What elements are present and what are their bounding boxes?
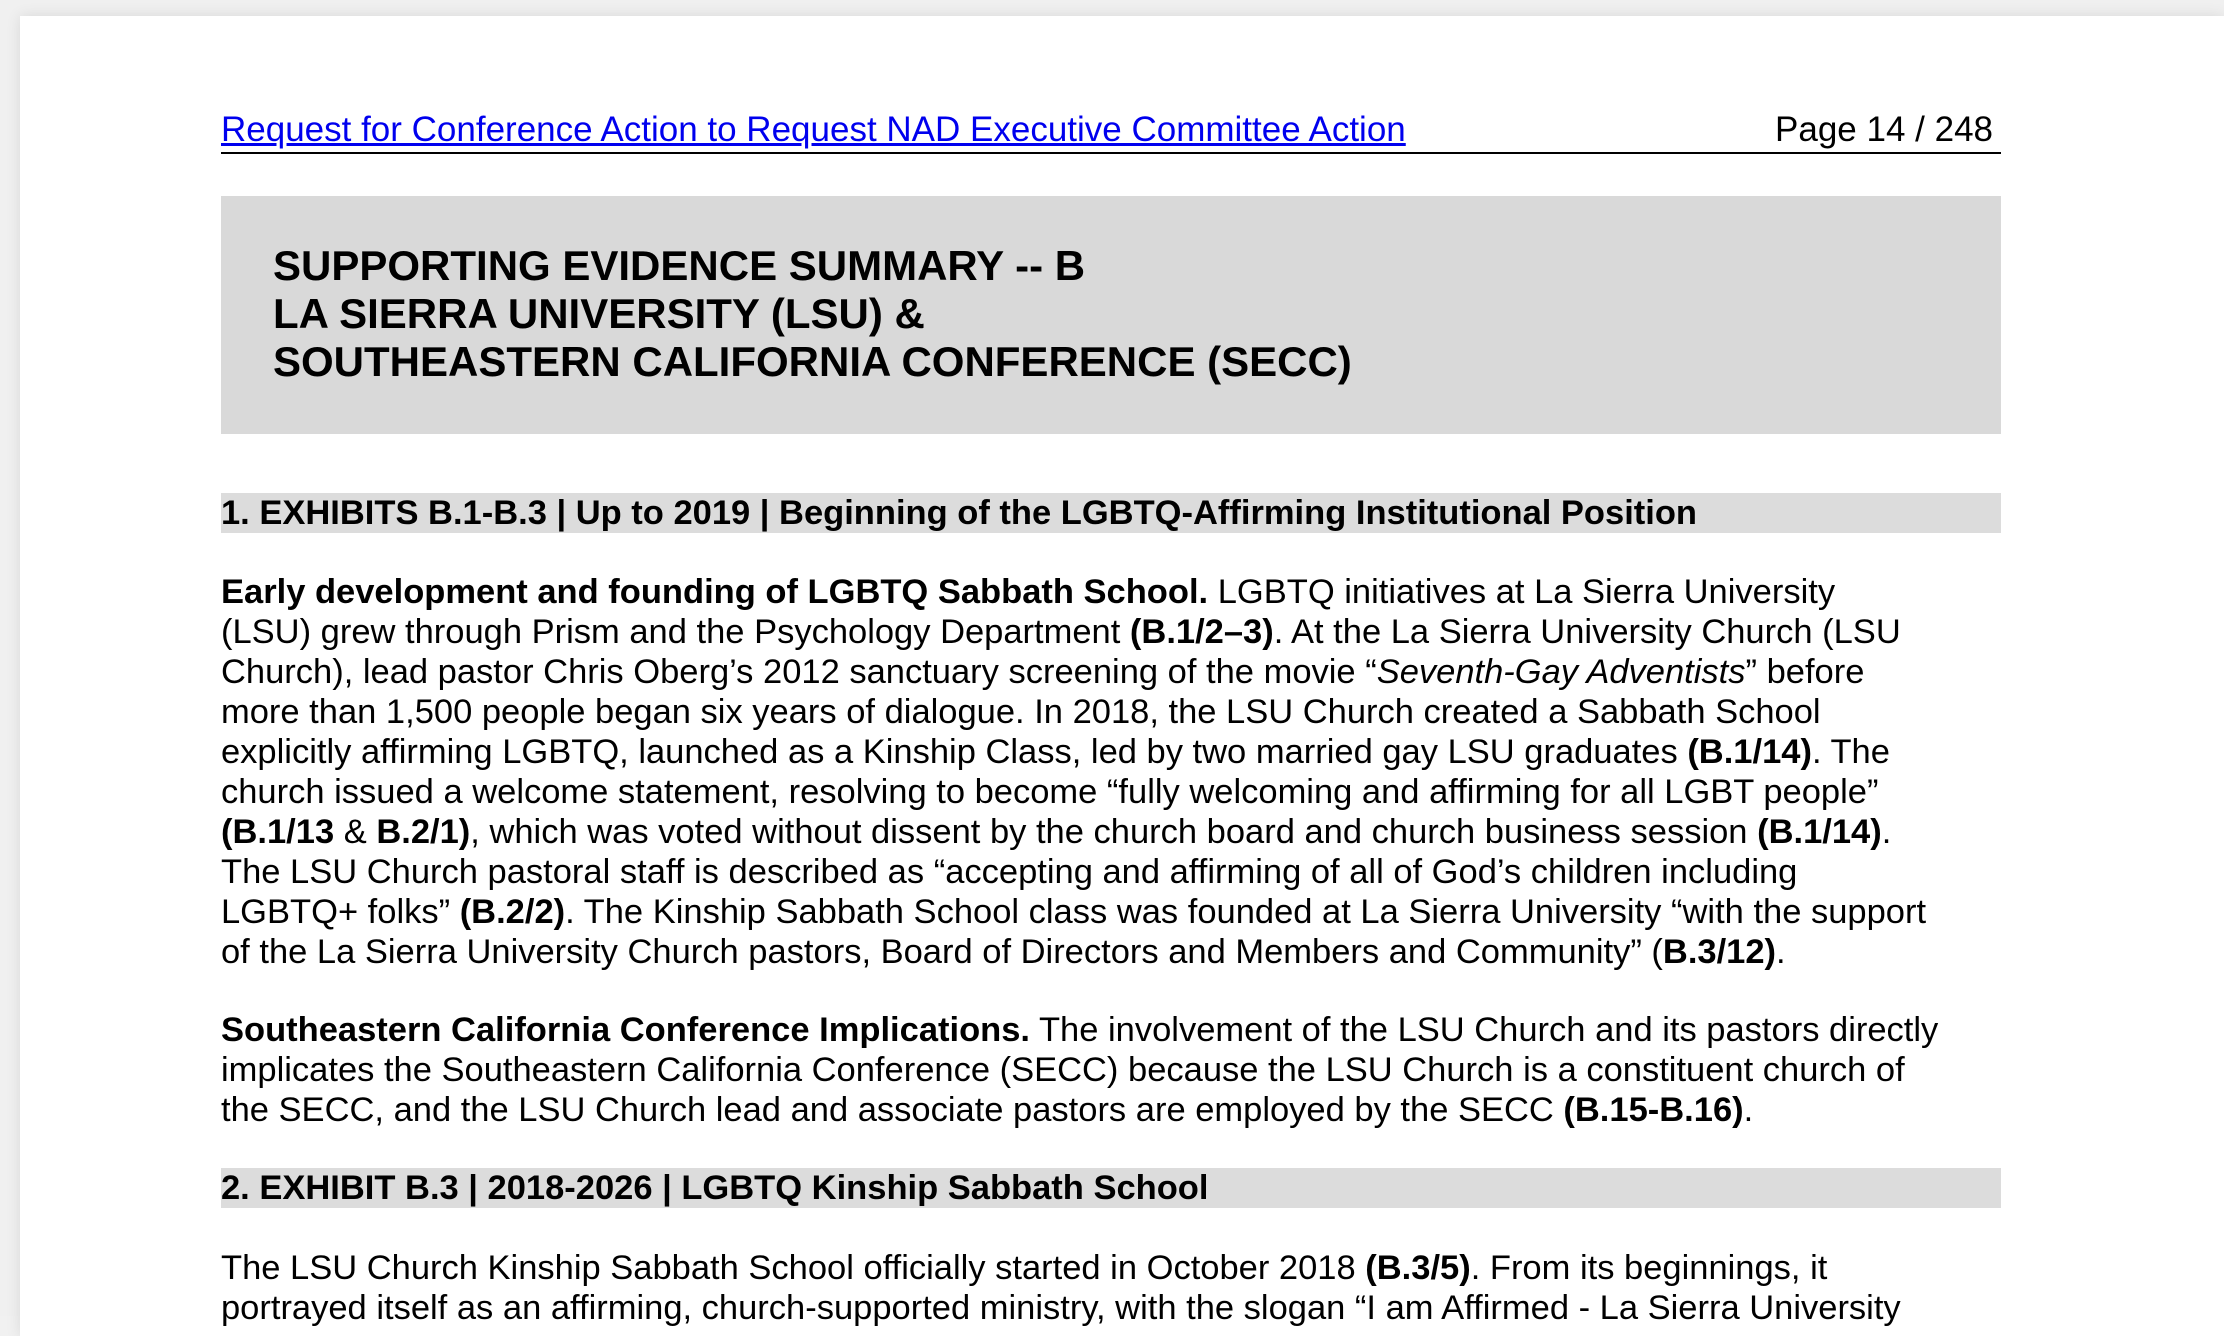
text-run: Church), lead pastor Chris Oberg’s 2012 sanctuary screening of the movie “ — [221, 653, 1377, 691]
exhibit-reference: (B.1/14) — [1757, 813, 1882, 851]
summary-title-box — [221, 196, 2001, 434]
exhibit-reference: B.3/12) — [1662, 933, 1777, 971]
text-run: . — [1881, 813, 1892, 851]
text-line — [221, 892, 2011, 932]
exhibit-reference: (B.1/13 — [221, 813, 335, 851]
page-indicator: Page 14 / 248 — [1775, 110, 1993, 149]
text-run: LGBTQ initiatives at La Sierra University — [1208, 573, 1836, 611]
exhibit-reference: (B.3/5) — [1365, 1249, 1471, 1287]
text-run: . The Kinship Sabbath School class was founded at La Sierra University “with the support — [565, 893, 1927, 931]
text-line: church issued a welcome statement, resolving to become “fully welcoming and affirming for all LGBT people” — [221, 773, 1879, 811]
text-line — [221, 1010, 2011, 1050]
text-run: & — [334, 813, 377, 851]
text-run: . The — [1811, 733, 1890, 771]
text-line — [221, 732, 2011, 772]
exhibit-reference: (B.1/14) — [1687, 733, 1812, 771]
text-line — [221, 652, 2011, 692]
text-line: portrayed itself as an affirming, church-supported ministry, with the slogan “I am Affirmed - La Sierra University — [221, 1289, 1901, 1327]
text-run: . — [1776, 933, 1786, 971]
document-page — [20, 16, 2224, 1336]
run-in-heading: Southeastern California Conference Implications. — [221, 1011, 1030, 1049]
text-run: , which was voted without dissent by the church board and church business session — [470, 813, 1758, 851]
title-line-3: SOUTHEASTERN CALIFORNIA CONFERENCE (SECC) — [273, 338, 1352, 385]
header-document-link[interactable]: Request for Conference Action to Request NAD Executive Committee Action — [221, 110, 1406, 149]
running-header — [221, 96, 2001, 154]
exhibit-reference: (B.1/2–3) — [1129, 613, 1274, 651]
text-run: . — [1743, 1091, 1754, 1129]
text-line — [221, 1248, 2011, 1288]
exhibit-reference: B.2/1) — [376, 813, 471, 851]
text-run: the SECC, and the LSU Church lead and associate pastors are employed by the SECC — [221, 1091, 1564, 1129]
run-in-heading: Early development and founding of LGBTQ Sabbath School. — [221, 573, 1209, 611]
text-run: . From its beginnings, it — [1470, 1249, 1828, 1287]
text-line: more than 1,500 people began six years of dialogue. In 2018, the LSU Church created a Sabbath School — [221, 693, 1821, 731]
text-line — [221, 572, 2011, 612]
text-line — [221, 812, 2011, 852]
text-line — [221, 612, 2011, 652]
text-run: The LSU Church Kinship Sabbath School officially started in October 2018 — [221, 1249, 1366, 1287]
text-run: explicitly affirming LGBTQ, launched as a Kinship Class, led by two married gay LSU graduates — [221, 733, 1688, 771]
exhibit-reference: (B.2/2) — [459, 893, 566, 931]
text-run: . At the La Sierra University Church (LSU — [1273, 613, 1901, 651]
title-line-2: LA SIERRA UNIVERSITY (LSU) & — [273, 290, 925, 337]
text-run: LGBTQ+ folks” — [221, 893, 460, 931]
section-2-paragraph-1 — [221, 1248, 2011, 1328]
text-run: ” before — [1745, 653, 1865, 691]
title-line-1: SUPPORTING EVIDENCE SUMMARY -- B — [273, 242, 1086, 289]
summary-title — [273, 242, 1352, 386]
text-run: (LSU) grew through Prism and the Psychology Department — [221, 613, 1130, 651]
text-line: The LSU Church pastoral staff is described as “accepting and affirming of all of God’s children including — [221, 853, 1798, 891]
text-run: The involvement of the LSU Church and its pastors directly — [1030, 1011, 1939, 1049]
text-line: implicates the Southeastern California Conference (SECC) because the LSU Church is a constituent church of — [221, 1051, 1905, 1089]
section-2-heading: 2. EXHIBIT B.3 | 2018-2026 | LGBTQ Kinship Sabbath School — [221, 1168, 2001, 1208]
section-1-heading: 1. EXHIBITS B.1-B.3 | Up to 2019 | Beginning of the LGBTQ-Affirming Institutional Position — [221, 493, 2001, 533]
section-1-paragraph-2 — [221, 1010, 2011, 1130]
text-line — [221, 932, 2011, 972]
movie-title: Seventh-Gay Adventists — [1376, 653, 1746, 691]
exhibit-reference: (B.15-B.16) — [1563, 1091, 1744, 1129]
text-line — [221, 1090, 2011, 1130]
text-run: of the La Sierra University Church pastors, Board of Directors and Members and Community” ( — [221, 933, 1663, 971]
section-1-paragraph-1 — [221, 572, 2011, 972]
